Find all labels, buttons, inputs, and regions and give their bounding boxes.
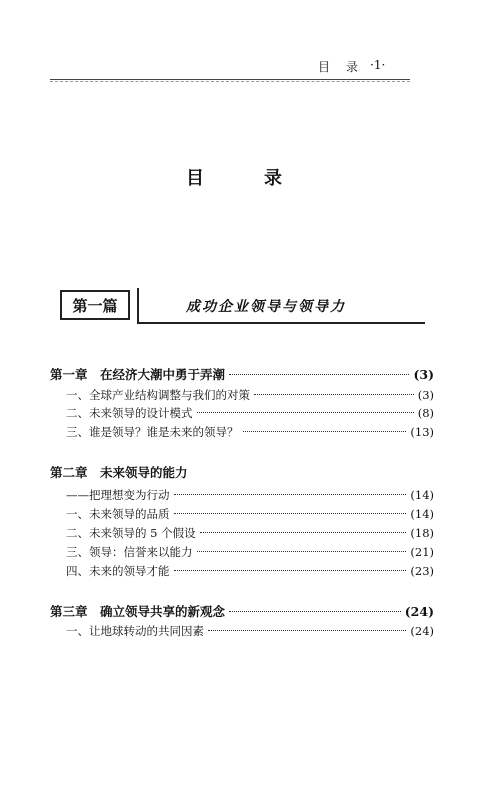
toc-label: ——把理想变为行动 — [66, 488, 170, 502]
toc-section-row — [66, 423, 434, 441]
part-divider-horizontal — [137, 322, 425, 324]
toc-label: 一、未来领导的品质 — [66, 507, 170, 521]
toc-section-row — [66, 486, 434, 504]
part-label-box: 第一篇 — [60, 290, 130, 320]
toc-label: 第二章 未来领导的能力 — [50, 465, 188, 480]
part-divider-vertical — [137, 288, 139, 324]
page-title-char-1: 目 — [186, 168, 204, 189]
toc-section-row — [66, 524, 434, 542]
toc-leader-dots — [254, 394, 414, 395]
toc-chapter-row — [50, 464, 434, 482]
toc-page-number: (24) — [410, 624, 434, 638]
toc-section-row — [66, 562, 434, 580]
toc-label: 三、领导：信誉来以能力 — [66, 545, 193, 559]
toc-page-number: (18) — [410, 526, 434, 540]
toc-leader-dots — [174, 570, 407, 571]
header-page-number: ·1· — [370, 58, 386, 72]
toc-page-number: (24) — [404, 604, 434, 619]
toc-leader-dots — [174, 513, 407, 514]
toc-label: 四、未来的领导才能 — [66, 564, 170, 578]
toc-chapter-row — [50, 603, 434, 621]
toc-section-row — [66, 543, 434, 561]
toc-leader-dots — [243, 431, 407, 432]
toc-label: 二、未来领导的 5 个假设 — [66, 526, 196, 540]
toc-leader-dots — [197, 551, 407, 552]
header-rule — [50, 79, 410, 80]
toc-page-number: (8) — [417, 406, 434, 420]
toc-page-number: (23) — [410, 564, 434, 578]
toc-leader-dots — [229, 611, 401, 612]
page-title-char-2: 录 — [264, 168, 282, 189]
toc-section-row — [66, 386, 434, 404]
toc-page-number: (21) — [410, 545, 434, 559]
toc-leader-dots — [208, 630, 406, 631]
toc-page-number: (13) — [410, 425, 434, 439]
toc-chapter-row — [50, 366, 434, 384]
toc-page-number: (14) — [410, 507, 434, 521]
toc-page-number: (3) — [417, 388, 434, 402]
part-title: 成功企业领导与领导力 — [186, 299, 346, 315]
toc-leader-dots — [229, 374, 409, 375]
toc-page-number: (14) — [410, 488, 434, 502]
toc-leader-dots — [197, 412, 414, 413]
toc-section-row — [66, 404, 434, 422]
running-header — [0, 56, 504, 76]
toc-leader-dots — [200, 532, 407, 533]
toc-section-row — [66, 622, 434, 640]
toc-label: 一、让地球转动的共同因素 — [66, 624, 204, 638]
toc-section-row — [66, 505, 434, 523]
toc-label: 一、全球产业结构调整与我们的对策 — [66, 388, 250, 402]
toc-label: 二、未来领导的设计模式 — [66, 406, 193, 420]
header-right: 录 — [346, 60, 359, 74]
toc-label: 第三章 确立领导共享的新观念 — [50, 604, 226, 619]
toc-label: 第一章 在经济大潮中勇于弄潮 — [50, 367, 226, 382]
toc-label: 三、谁是领导？谁是未来的领导？ — [66, 425, 239, 439]
toc-leader-dots — [174, 494, 407, 495]
header-rule-dashed — [50, 81, 410, 82]
toc-page-number: (3) — [413, 367, 434, 382]
header-left: 目 — [318, 60, 331, 74]
